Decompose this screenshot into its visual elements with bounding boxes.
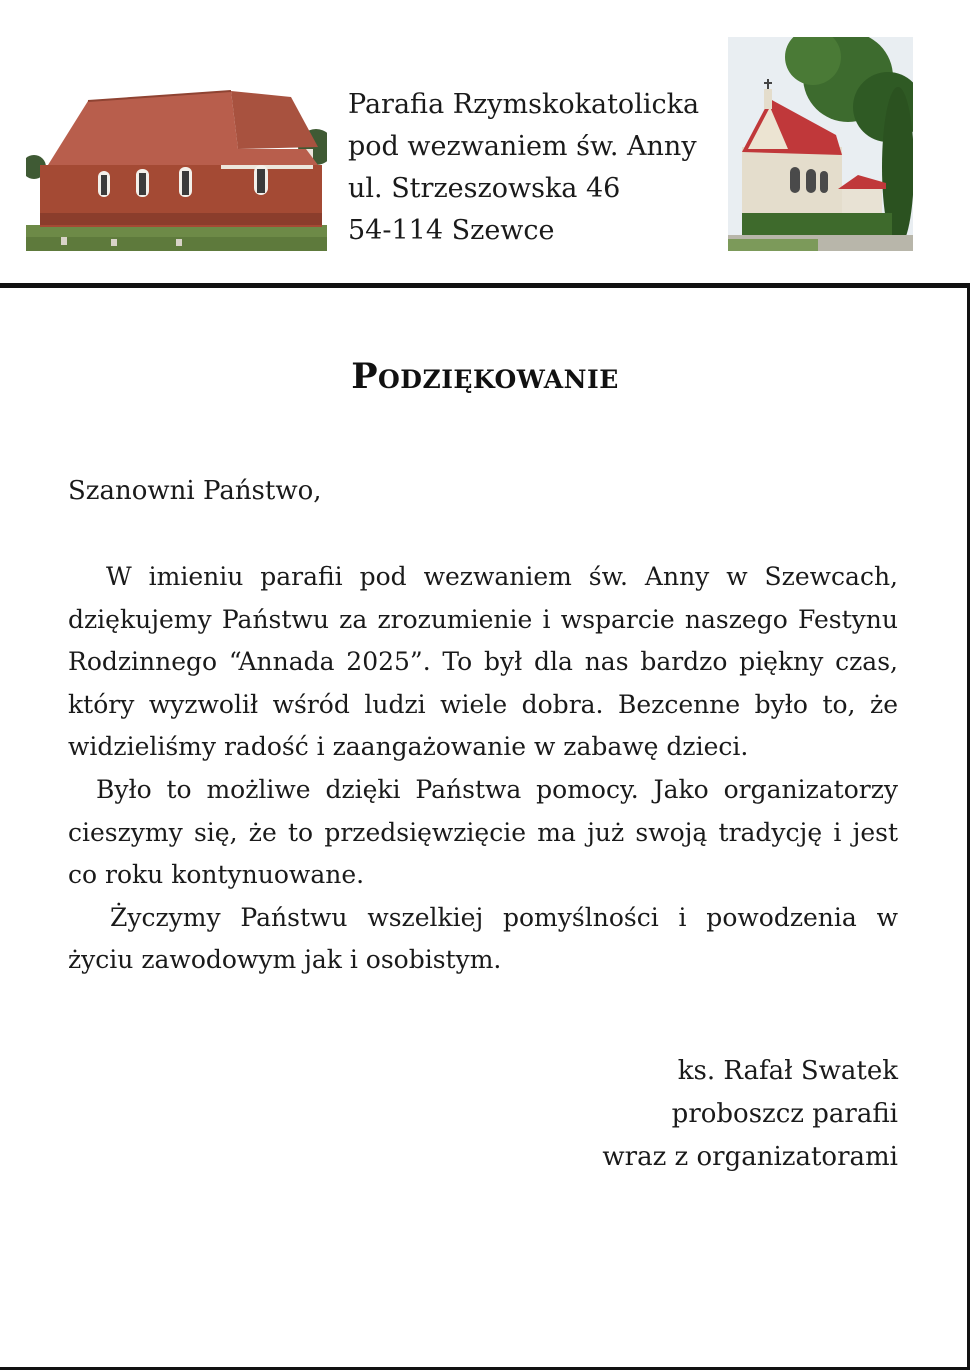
signature-name: ks. Rafał Swatek	[677, 1056, 898, 1086]
parish-address	[348, 84, 699, 252]
page-title: Podziękowanie	[351, 356, 619, 397]
church-white-photo	[728, 37, 913, 251]
greeting: Szanowni Państwo,	[68, 476, 322, 506]
address-line-postcode: 54-114 Szewce	[348, 215, 555, 246]
letter-body	[68, 556, 898, 982]
address-line-name: Parafia Rzymskokatolicka	[348, 89, 700, 120]
signature-role: proboszcz parafii	[671, 1099, 898, 1129]
church-brick-photo	[26, 87, 327, 251]
paragraph-tradition: Było to możliwe dzięki Państwa pomocy. Jako organizatorzy cieszymy się, że to przedsięwzięcie ma już swoją tradycję i jest co roku kontynuowane.	[68, 774, 898, 890]
signature-block	[602, 1050, 898, 1179]
address-line-street: ul. Strzeszowska 46	[348, 173, 621, 204]
header-divider	[0, 283, 970, 288]
address-line-patron: pod wezwaniem św. Anny	[348, 131, 697, 162]
paragraph-thanks: W imieniu parafii pod wezwaniem św. Anny w Szewcach, dziękujemy Państwu za zrozumienie i wsparcie naszego Festynu Rodzinnego “Annada 2025”. To był dla nas bardzo piękny czas, który wyzwolił wśród ludzi wiele dobra. Bezcenne było to, że widzieliśmy radość i zaangażowanie w zabawę dzieci.	[68, 562, 898, 762]
signature-with: wraz z organizatorami	[602, 1142, 898, 1172]
paragraph-wishes: Życzymy Państwu wszelkiej pomyślności i powodzenia w życiu zawodowym jak i osobistym.	[68, 902, 898, 975]
